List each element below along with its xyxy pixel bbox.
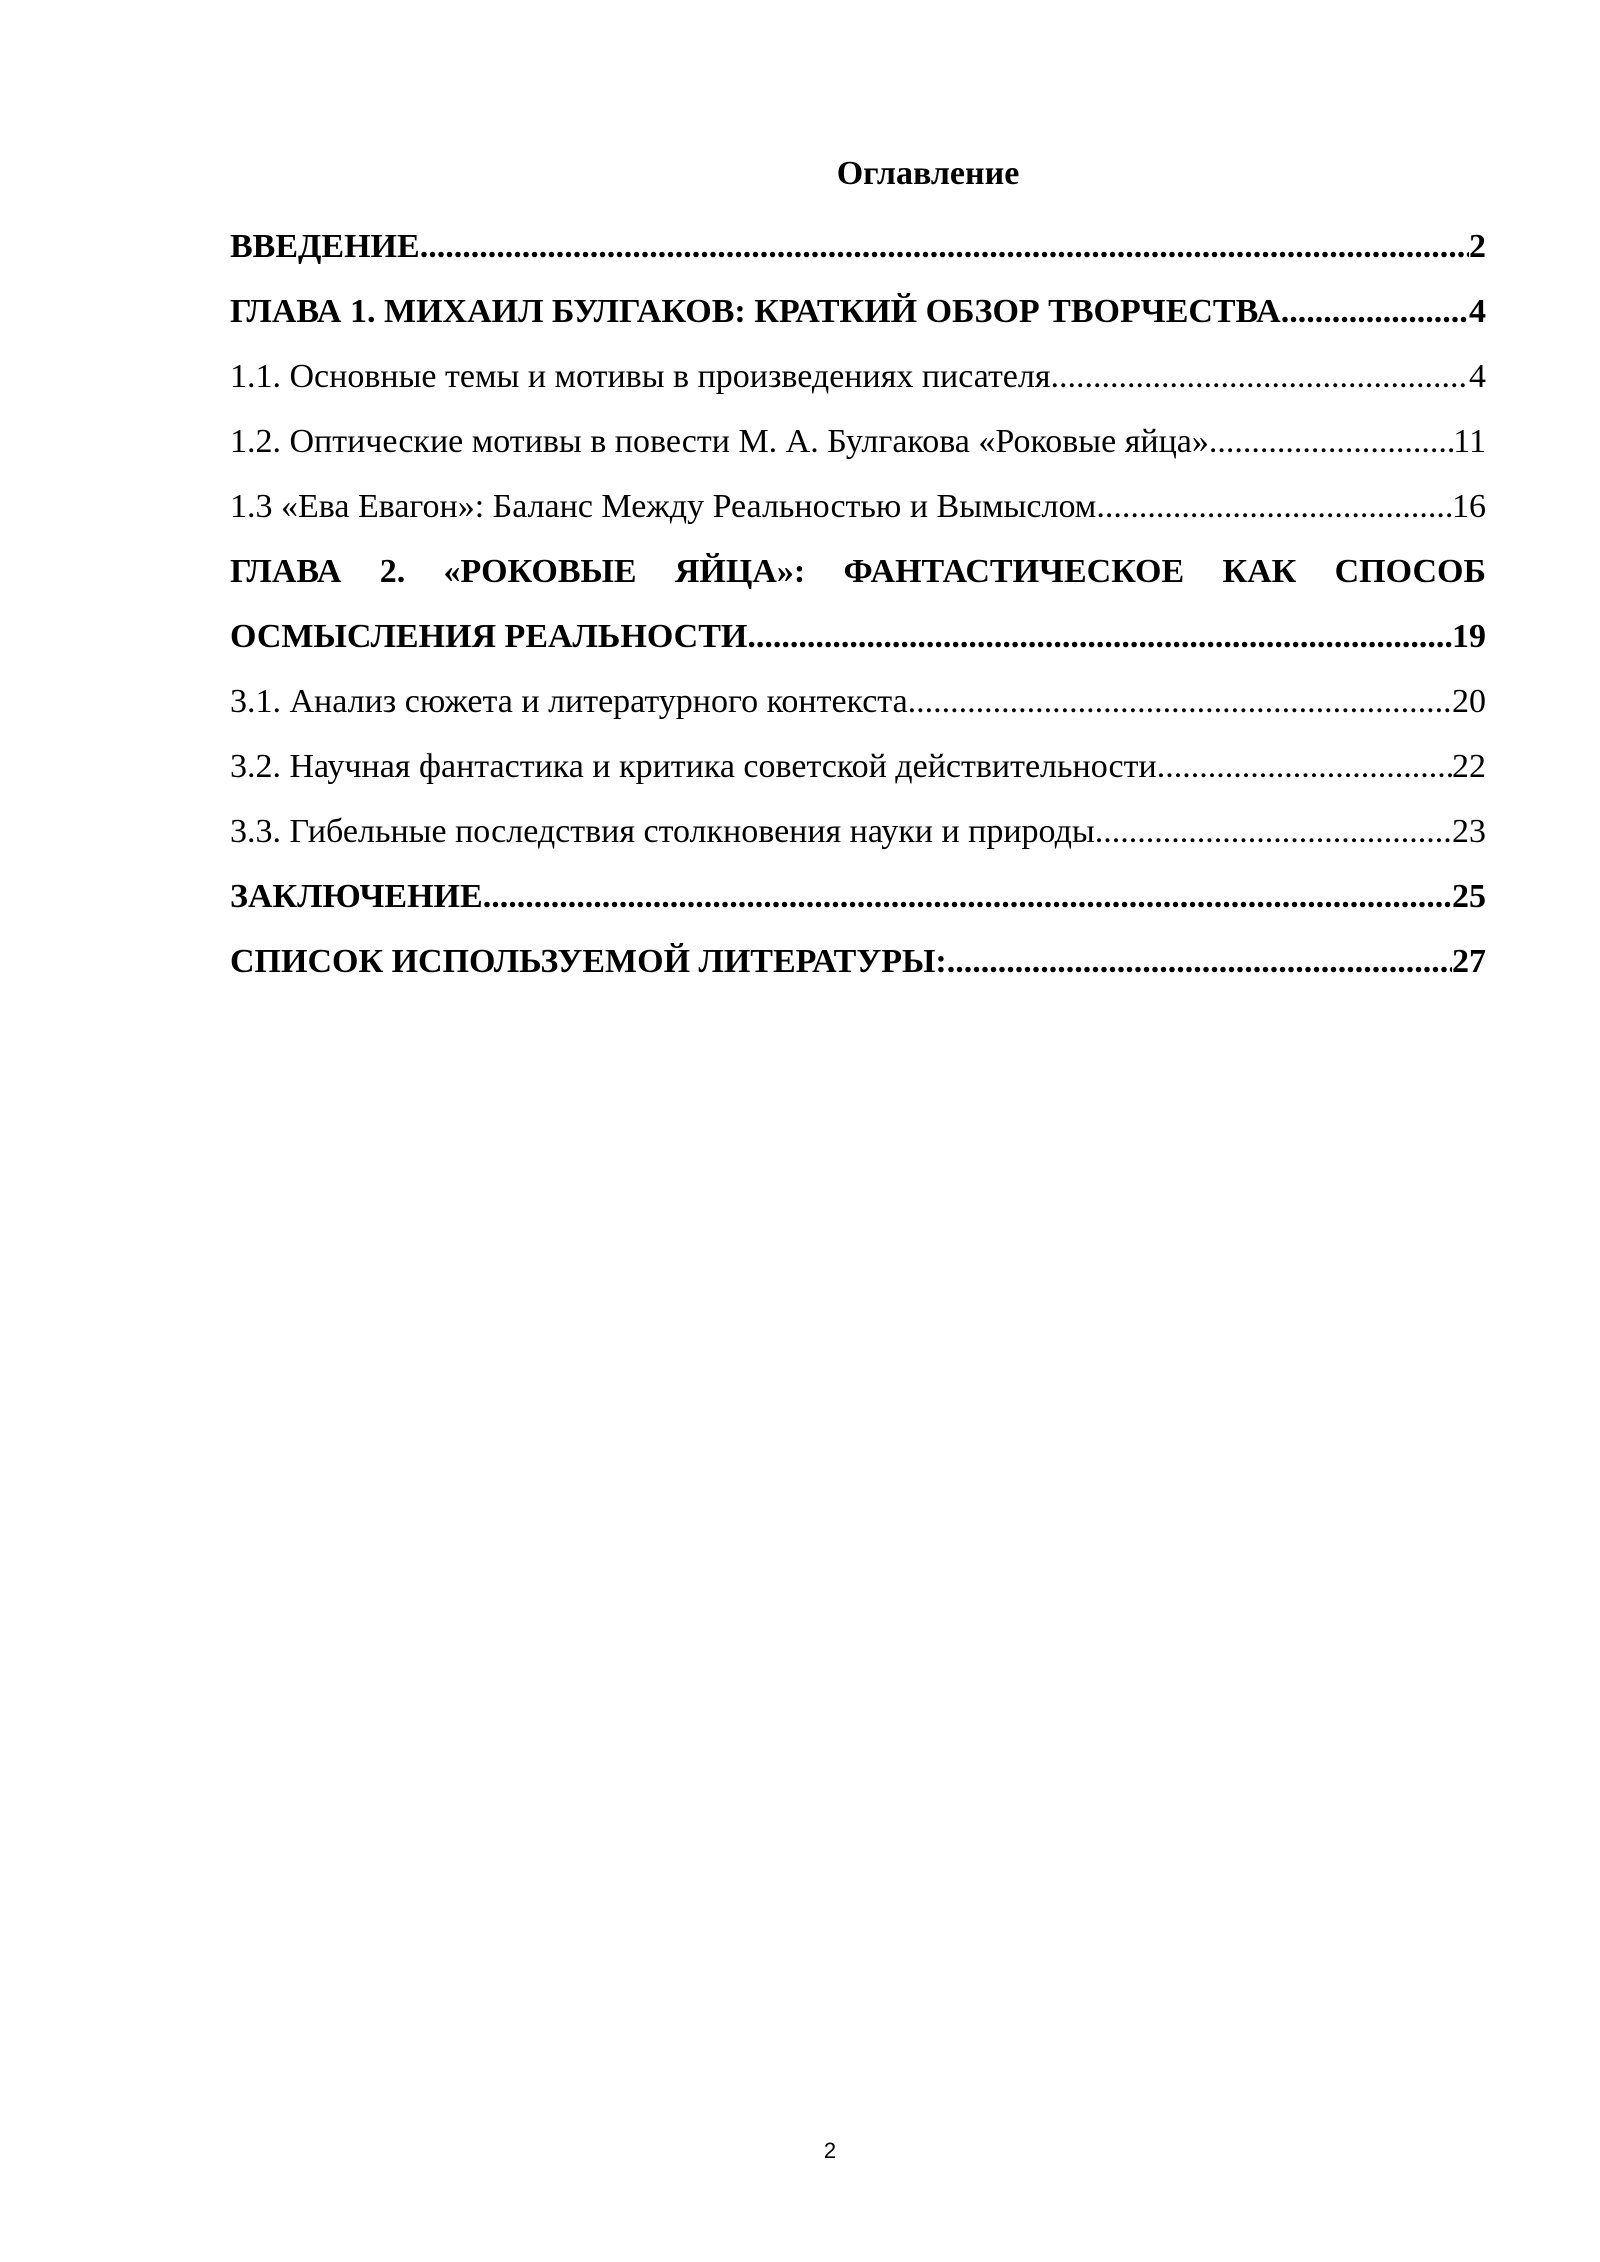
toc-word: «РОКОВЫЕ — [443, 553, 637, 590]
toc-entry-label: 1.3 «Ева Евагон»: Баланс Между Реальностью и Вымыслом — [230, 488, 1097, 525]
toc-entry-chapter-2-line-1[interactable] — [230, 539, 1486, 604]
toc-entry-page: 2 — [1469, 228, 1486, 265]
toc-entry-label: ВВЕДЕНИЕ — [230, 228, 420, 265]
toc-title: Оглавление — [836, 155, 1020, 192]
toc-entry-page: 16 — [1452, 488, 1486, 525]
toc-entry-label: 1.1. Основные темы и мотивы в произведениях писателя — [230, 358, 1051, 395]
toc-entry-page: 4 — [1469, 358, 1486, 395]
toc-entry-label: 3.2. Научная фантастика и критика советской действительности — [230, 748, 1157, 785]
toc-leader-dots — [908, 669, 1452, 734]
toc-word: ФАНТАСТИЧЕСКОЕ — [843, 553, 1185, 590]
toc-leader-dots — [1281, 279, 1469, 344]
toc-entry-section-3-2[interactable] — [230, 734, 1486, 799]
toc-entry-label: ОСМЫСЛЕНИЯ РЕАЛЬНОСТИ — [230, 618, 748, 655]
toc-entry-label: ГЛАВА 1. МИХАИЛ БУЛГАКОВ: КРАТКИЙ ОБЗОР ТВОРЧЕСТВА — [230, 293, 1281, 330]
toc-leader-dots — [747, 604, 1452, 669]
toc-entry-section-1-3[interactable] — [230, 474, 1486, 539]
toc-entry-page: 22 — [1452, 748, 1486, 785]
toc-word: 2. — [379, 553, 406, 590]
toc-leader-dots — [1209, 409, 1453, 474]
toc-entry-label: ЗАКЛЮЧЕНИЕ — [230, 878, 483, 915]
toc-entry-label: СПИСОК ИСПОЛЬЗУЕМОЙ ЛИТЕРАТУРЫ: — [230, 943, 947, 980]
table-of-contents — [230, 214, 1486, 994]
toc-entry-conclusion[interactable] — [230, 864, 1486, 929]
toc-entry-section-1-1[interactable] — [230, 344, 1486, 409]
toc-word: ЯЙЦА»: — [674, 553, 806, 590]
toc-leader-dots — [420, 214, 1469, 279]
toc-entry-label: 1.2. Оптические мотивы в повести М. А. Булгакова «Роковые яйца» — [230, 423, 1209, 460]
toc-entry-page: 4 — [1469, 293, 1486, 330]
toc-entry-page: 23 — [1452, 813, 1486, 850]
toc-entry-section-1-2[interactable] — [230, 409, 1486, 474]
toc-entry-chapter-2-line-2[interactable] — [230, 604, 1486, 669]
toc-entry-label: 3.3. Гибельные последствия столкновения науки и природы — [230, 813, 1095, 850]
toc-entry-chapter-1[interactable] — [230, 279, 1486, 344]
toc-entry-section-3-3[interactable] — [230, 799, 1486, 864]
toc-word: КАК — [1222, 553, 1297, 590]
toc-leader-dots — [1051, 344, 1470, 409]
toc-entry-page: 19 — [1452, 618, 1486, 655]
toc-entry-label: 3.1. Анализ сюжета и литературного контекста — [230, 683, 908, 720]
toc-entry-page: 11 — [1453, 423, 1486, 460]
toc-leader-dots — [1096, 474, 1452, 539]
toc-word: ГЛАВА — [230, 553, 342, 590]
toc-leader-dots — [483, 864, 1452, 929]
page-number: 2 — [823, 2138, 837, 2163]
toc-word: СПОСОБ — [1334, 553, 1486, 590]
toc-entry-section-3-1[interactable] — [230, 669, 1486, 734]
toc-entry-page: 25 — [1452, 878, 1486, 915]
toc-entry-page: 20 — [1452, 683, 1486, 720]
toc-entry-references[interactable] — [230, 929, 1486, 994]
toc-leader-dots — [1157, 734, 1452, 799]
toc-leader-dots — [947, 929, 1452, 994]
toc-entry-intro[interactable] — [230, 214, 1486, 279]
toc-leader-dots — [1095, 799, 1452, 864]
toc-entry-page: 27 — [1452, 943, 1486, 980]
